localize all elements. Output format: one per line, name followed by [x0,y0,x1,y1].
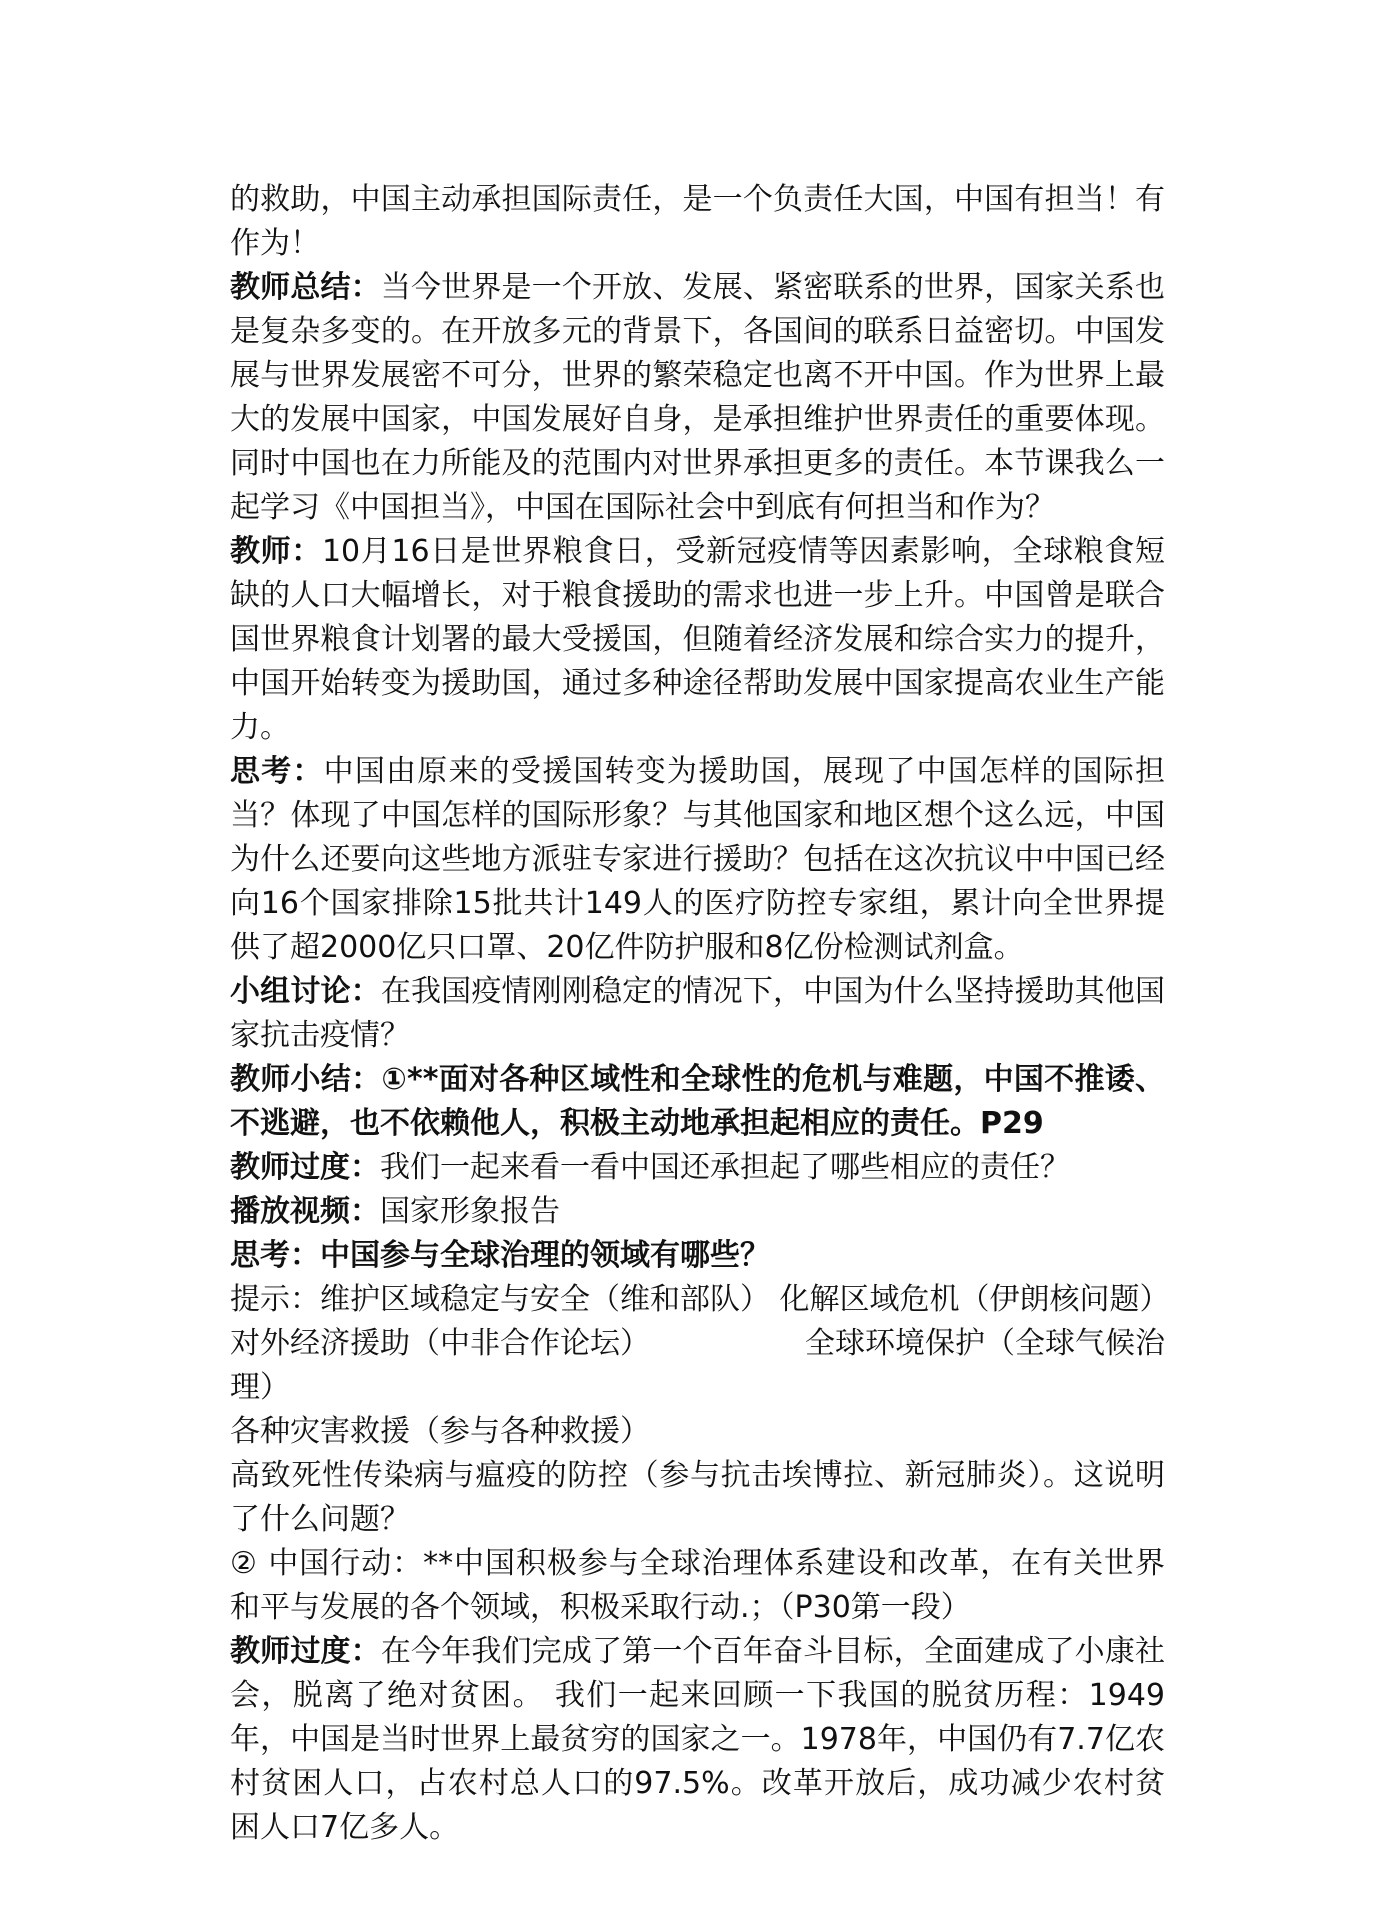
paragraph-teacher-brief [230,1058,1165,1146]
paragraph-label: 教师小结： [230,1062,382,1097]
paragraph-text: ② 中国行动：**中国积极参与全球治理体系建设和改革，在有关世界和平与发展的各个领域，积极采取行动.；（P30第一段） [230,1546,1165,1625]
two-column-row [230,1322,1165,1366]
paragraph-poverty-history [230,1630,1165,1850]
paragraph-hint [230,1278,1170,1322]
paragraph-label: 思考： [230,754,324,789]
paragraph-label: 小组讨论： [230,974,381,1009]
right-cell-text: 全球环境保护（全球气候治 [805,1326,1165,1361]
paragraph-label: 教师过度： [230,1634,381,1669]
paragraph-text: ①**面对各种区域性和全球性的危机与难题，中国不推诿、不逃避，也不依赖他人，积极主动地承担起相应的责任。P29 [230,1062,1166,1141]
paragraph-china-action [230,1542,1165,1630]
paragraph-group-discussion [230,970,1165,1058]
two-column-tail: 理） [230,1370,290,1405]
paragraph-text: 中国由原来的受援国转变为援助国，展现了中国怎样的国际担当？体现了中国怎样的国际形象？与其他国家和地区想个这么远，中国为什么还要向这些地方派驻专家进行援助？包括在这次抗议中中国已经向16个国家排除15批共计149人的医疗防控专家组，累计向全世界提供了超2000亿只口罩、20亿件防护服和8亿份检测试剂盒。 [230,754,1166,965]
paragraph-label: 教师总结： [230,270,381,305]
paragraph-text: 我们一起来看一看中国还承担起了哪些相应的责任？ [380,1150,1070,1185]
paragraph-label: 播放视频： [230,1194,380,1229]
paragraph-label: 教师过度： [230,1150,380,1185]
paragraph-text: 国家形象报告 [380,1194,560,1229]
paragraph-play-video [230,1190,1165,1234]
paragraph-text: 思考：中国参与全球治理的领域有哪些？ [230,1238,770,1273]
paragraph-think-governance [230,1234,1165,1278]
paragraph-think-aid [230,750,1165,970]
left-cell-text: 对外经济援助（中非合作论坛） [230,1326,650,1361]
paragraph-label: 教师： [230,534,322,569]
paragraph-text: 各种灾害救援（参与各种救援） [230,1414,650,1449]
paragraph-teacher-transition [230,1146,1165,1190]
paragraph-epidemic-control [230,1454,1165,1542]
paragraph-rescue-conclusion [230,178,1165,266]
paragraph-text: 在今年我们完成了第一个百年奋斗目标，全面建成了小康社会，脱离了绝对贫困。 我们一起来回顾一下我国的脱贫历程：1949年，中国是当时世界上最贫穷的国家之一。1978年，中国仍有7.7亿农村贫困人口，占农村总人口的97.5%。改革开放后，成功减少农村贫困人口7亿多人。 [230,1634,1166,1845]
paragraph-text: 高致死性传染病与瘟疫的防控（参与抗击埃博拉、新冠肺炎）。这说明了什么问题？ [230,1458,1165,1537]
paragraph-teacher-summary [230,266,1165,530]
paragraph-teacher-food-day [230,530,1165,750]
paragraph-text: 的救助，中国主动承担国际责任，是一个负责任大国，中国有担当！有作为！ [230,182,1165,261]
paragraph-text: 提示：维护区域稳定与安全（维和部队） 化解区域危机（伊朗核问题） [230,1282,1170,1317]
paragraph-disaster-rescue [230,1410,1165,1454]
paragraph-text: 当今世界是一个开放、发展、紧密联系的世界，国家关系也是复杂多变的。在开放多元的背景下，各国间的联系日益密切。中国发展与世界发展密不可分，世界的繁荣稳定也离不开中国。作为世界上最大的发展中国家，中国发展好自身，是承担维护世界责任的重要体现。同时中国也在力所能及的范围内对世界承担更多的责任。本节课我么一起学习《中国担当》，中国在国际社会中到底有何担当和作为？ [230,270,1166,525]
document-page [230,178,1170,1850]
paragraph-text: 在我国疫情刚刚稳定的情况下，中国为什么坚持援助其他国家抗击疫情？ [230,974,1166,1053]
paragraph-two-column [230,1322,1165,1410]
paragraph-text: 10月16日是世界粮食日，受新冠疫情等因素影响，全球粮食短缺的人口大幅增长，对于粮食援助的需求也进一步上升。中国曾是联合国世界粮食计划署的最大受援国，但随着经济发展和综合实力的提升，中国开始转变为援助国，通过多种途径帮助发展中国家提高农业生产能力。 [230,534,1165,745]
